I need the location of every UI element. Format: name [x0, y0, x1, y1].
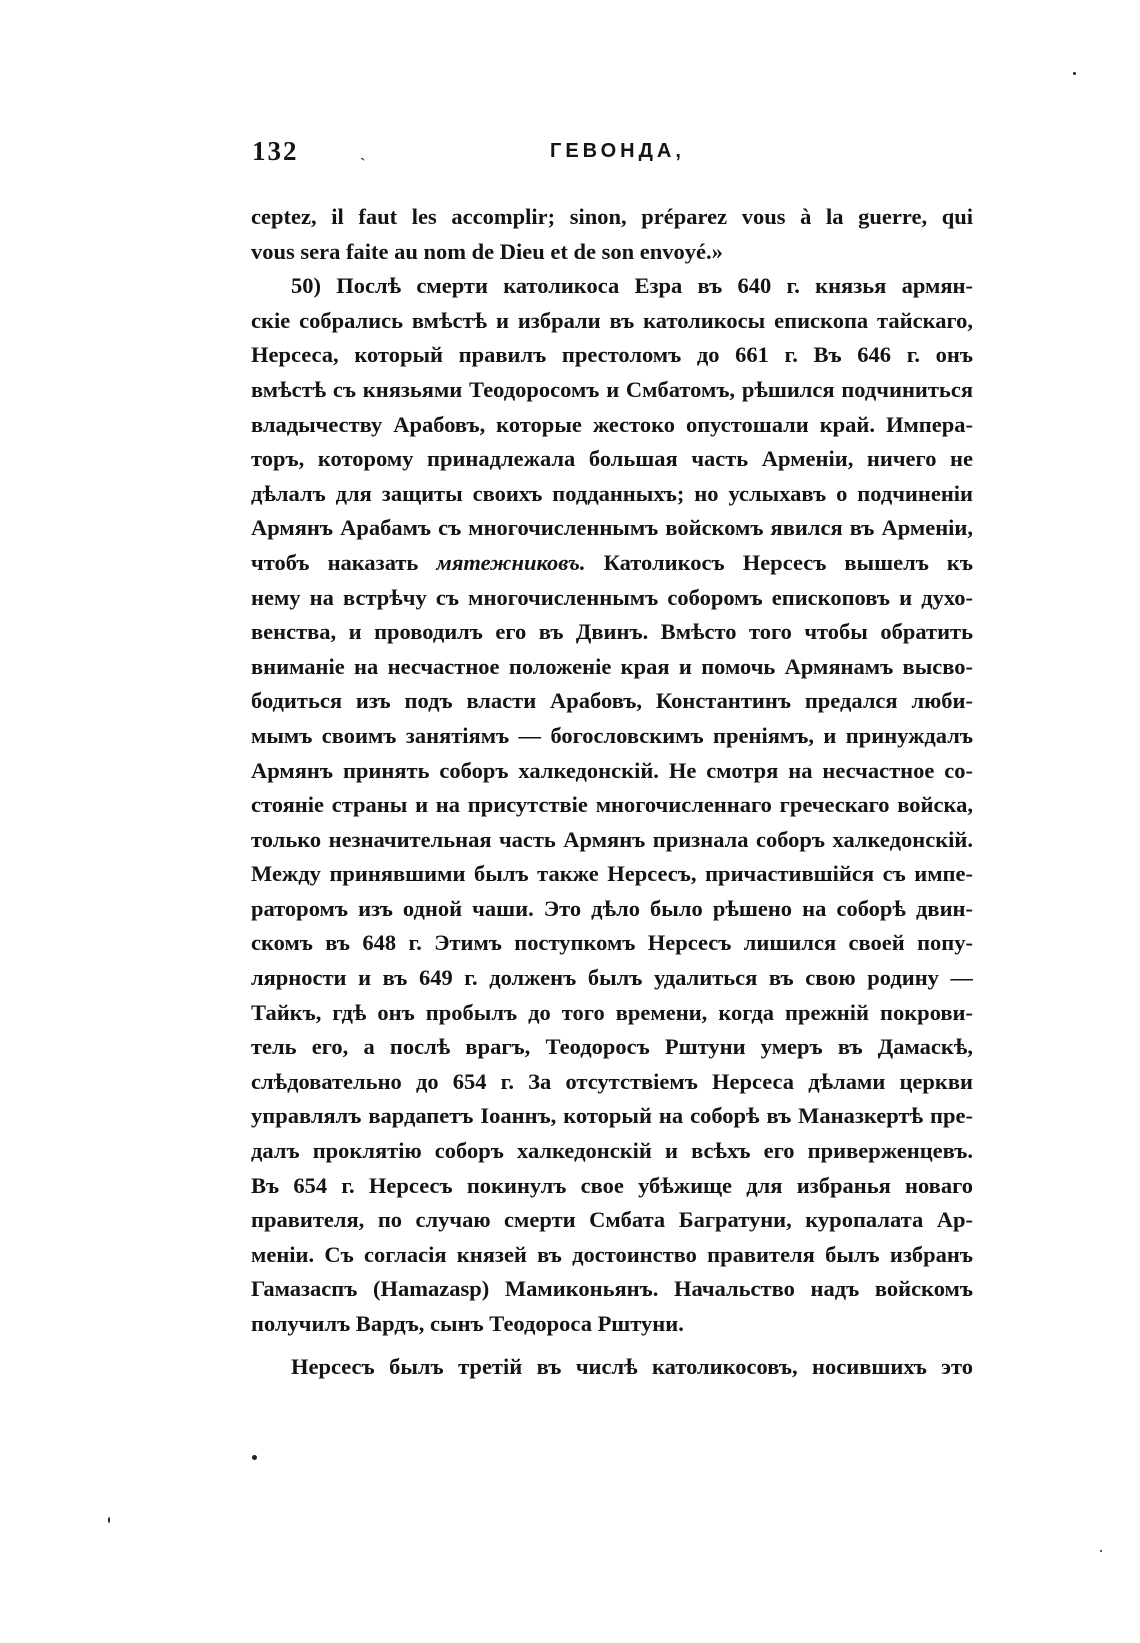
text-line	[251, 788, 973, 823]
text-line	[251, 442, 973, 477]
text-line	[251, 719, 973, 754]
text-line-content: правителя, по случаю смерти Смбата Багратуни, куропалата Ар-	[251, 1207, 973, 1233]
body-text	[251, 200, 973, 1384]
text-line-content: нему на встрѣчу съ многочисленнымъ соборомъ епископовъ и духо-	[251, 584, 973, 610]
text-line-content: скіе собрались вмѣстѣ и избрали въ католикосы епископа тайскаго,	[251, 307, 973, 333]
text-line-content: далъ проклятію соборъ халкедонскій и всѣхъ его приверженцевъ.	[251, 1138, 973, 1164]
page-number: 132	[252, 136, 299, 166]
print-speck	[108, 1517, 110, 1523]
text-line	[251, 1272, 973, 1307]
text-line-content: Гамазаспъ (Hamazasp) Мамиконьянъ. Начальство надъ войскомъ	[251, 1276, 973, 1302]
text-line	[251, 511, 973, 546]
text-line	[251, 304, 973, 339]
text-line-content: Нерсеса, который правилъ престоломъ до 661 г. Въ 646 г. онъ	[251, 342, 973, 368]
text-line-content: получилъ Вардъ, сынъ Теодороса Рштуни.	[251, 1311, 684, 1336]
text-line	[251, 823, 973, 858]
text-line-content: раторомъ изъ одной чаши. Это дѣло было рѣшено на соборѣ двин-	[251, 895, 973, 921]
text-line-content: вмѣстѣ съ князьями Теодоросомъ и Смбатомъ, рѣшился подчиниться	[251, 376, 973, 402]
text-line	[251, 200, 973, 235]
print-speck	[1073, 72, 1076, 75]
text-line	[251, 235, 973, 270]
text-line-content: мымъ своимъ занятіямъ — богословскимъ преніямъ, и принуждалъ	[251, 722, 973, 748]
text-line-content: дѣлалъ для защиты своихъ подданныхъ; но услыхавъ о подчиненіи	[251, 480, 973, 506]
text-line	[251, 684, 973, 719]
text-line	[251, 857, 973, 892]
text-line	[251, 546, 973, 581]
text-line	[251, 1099, 973, 1134]
text-line-content: вниманіе на несчастное положеніе края и помочь Армянамъ высво-	[251, 653, 973, 679]
running-head	[252, 136, 972, 176]
text-line	[251, 408, 973, 443]
text-line-content: управлялъ вардапетъ Іоаннъ, который на соборѣ въ Маназкертѣ пре-	[251, 1103, 973, 1129]
text-line	[251, 961, 973, 996]
text-line-content: только незначительная часть Армянъ признала соборъ халкедонскій.	[251, 826, 973, 852]
text-line	[251, 1238, 973, 1273]
text-line-content: Нерсесъ былъ третій въ числѣ католикосовъ, носившихъ это	[291, 1353, 973, 1379]
text-line-content: лярности и въ 649 г. долженъ былъ удалиться въ свою родину —	[251, 965, 973, 991]
text-line-content: Между принявшими былъ также Нерсесъ, причастившійся съ импе-	[251, 861, 973, 887]
text-line	[251, 1134, 973, 1169]
emphasized-word: мятежниковъ.	[436, 549, 586, 575]
print-speck	[252, 1455, 257, 1460]
text-line	[251, 754, 973, 789]
text-line	[251, 581, 973, 616]
text-line-content: Тайкъ, гдѣ онъ пробылъ до того времени, когда прежній покрови-	[251, 999, 973, 1025]
text-line-content-rest: Католикосъ Нерсесъ вышелъ къ	[585, 549, 973, 575]
print-speck	[1100, 1550, 1102, 1552]
text-line-content: слѣдовательно до 654 г. За отсутствіемъ Нерсеса дѣлами церкви	[251, 1068, 973, 1094]
text-line	[251, 615, 973, 650]
text-line	[251, 373, 973, 408]
text-line	[251, 1307, 973, 1342]
text-line-content: чтобъ наказать	[251, 549, 437, 575]
text-line-content: Армянъ Арабамъ съ многочисленнымъ войскомъ явился въ Арменіи,	[251, 515, 973, 541]
paragraph-gap	[251, 1342, 973, 1350]
text-line-content: скомъ въ 648 г. Этимъ поступкомъ Нерсесъ лишился своей попу-	[251, 930, 973, 956]
text-line	[251, 1203, 973, 1238]
text-line	[251, 892, 973, 927]
text-line-content: Армянъ принять соборъ халкедонскій. Не смотря на несчастное со-	[251, 757, 973, 783]
text-line-content: тель его, а послѣ врагъ, Теодоросъ Рштуни умеръ въ Дамаскѣ,	[251, 1034, 973, 1060]
text-line	[251, 1169, 973, 1204]
text-line	[251, 338, 973, 373]
text-line-content: стояніе страны и на присутствіе многочисленнаго греческаго войска,	[251, 792, 973, 818]
text-line	[251, 477, 973, 512]
text-line-content: vous sera faite au nom de Dieu et de son envoyé.»	[251, 238, 723, 264]
text-line	[251, 1030, 973, 1065]
running-title: ГЕВОНДА,	[550, 140, 685, 162]
text-line-content: бодиться изъ подъ власти Арабовъ, Константинъ предался люби-	[251, 688, 973, 714]
text-line	[251, 926, 973, 961]
text-line-content: Въ 654 г. Нерсесъ покинулъ свое убѣжище для избранья новаго	[251, 1172, 973, 1198]
text-line	[251, 996, 973, 1031]
text-line	[251, 269, 973, 304]
text-line-content: торъ, которому принадлежала большая часть Арменіи, ничего не	[251, 446, 973, 472]
text-line-content: венства, и проводилъ его въ Двинъ. Вмѣсто того чтобы обратить	[251, 619, 973, 645]
text-line-content: 50) Послѣ смерти католикоса Езра въ 640 г. князья армян-	[291, 273, 973, 299]
text-line	[251, 1065, 973, 1100]
text-line-content: меніи. Съ согласія князей въ достоинство правителя былъ избранъ	[251, 1241, 973, 1267]
text-line-content: ceptez, il faut les accomplir; sinon, préparez vous à la guerre, qui	[251, 204, 973, 229]
text-line	[251, 1350, 973, 1385]
text-line	[251, 650, 973, 685]
text-line-content: владычеству Арабовъ, которые жестоко опустошали край. Импера-	[251, 411, 973, 437]
print-tick-mark: ˎ	[360, 142, 366, 161]
